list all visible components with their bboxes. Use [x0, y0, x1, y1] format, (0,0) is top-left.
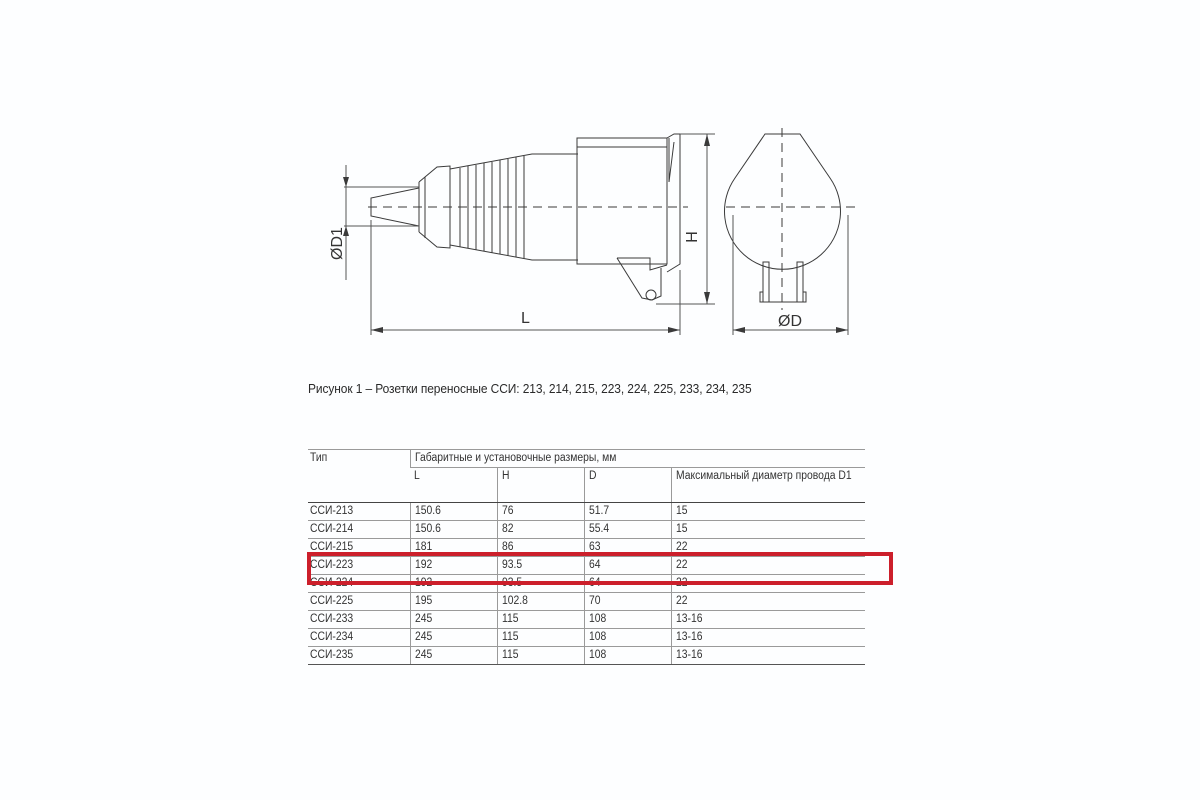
cell-type: ССИ-214	[308, 521, 410, 539]
header-group: Габаритные и установочные размеры, мм	[410, 450, 865, 468]
cell-d1: 22	[671, 575, 865, 593]
header-type: Тип	[308, 450, 410, 503]
table-row	[308, 611, 865, 629]
cell-d1: 22	[671, 593, 865, 611]
cell-type: ССИ-233	[308, 611, 410, 629]
cell-type: ССИ-223	[308, 557, 410, 575]
length-label: L	[521, 310, 530, 327]
cell-h: 115	[497, 647, 584, 665]
cell-d: 70	[584, 593, 671, 611]
dimensions-table	[308, 449, 865, 665]
header-d: D	[584, 468, 671, 503]
cell-l: 245	[410, 629, 497, 647]
cell-d: 51.7	[584, 503, 671, 521]
cell-h: 102.8	[497, 593, 584, 611]
cell-type: ССИ-225	[308, 593, 410, 611]
h-dimension	[656, 134, 715, 304]
cell-d: 63	[584, 539, 671, 557]
header-l: L	[410, 468, 497, 503]
cell-type: ССИ-224	[308, 575, 410, 593]
cell-d: 108	[584, 647, 671, 665]
table-header-row	[308, 450, 865, 468]
cell-type: ССИ-235	[308, 647, 410, 665]
table-row	[308, 647, 865, 665]
cell-l: 150.6	[410, 503, 497, 521]
header-d1: Максимальный диаметр провода D1	[671, 468, 865, 503]
figure-caption: Рисунок 1 – Розетки переносные ССИ: 213, 214, 215, 223, 224, 225, 233, 234, 235	[308, 381, 752, 396]
cell-type: ССИ-215	[308, 539, 410, 557]
cell-d: 108	[584, 629, 671, 647]
cell-h: 86	[497, 539, 584, 557]
cell-d1: 13-16	[671, 611, 865, 629]
cell-d1: 15	[671, 503, 865, 521]
cell-d1: 22	[671, 539, 865, 557]
d1-dimension	[344, 165, 419, 280]
cell-l: 150.6	[410, 521, 497, 539]
cell-h: 76	[497, 503, 584, 521]
cell-l: 181	[410, 539, 497, 557]
table-row	[308, 629, 865, 647]
cell-h: 93.5	[497, 557, 584, 575]
cell-d: 55.4	[584, 521, 671, 539]
cell-h: 115	[497, 629, 584, 647]
cell-h: 82	[497, 521, 584, 539]
cell-d1: 13-16	[671, 629, 865, 647]
cell-h: 115	[497, 611, 584, 629]
cell-h: 93.5	[497, 575, 584, 593]
cell-d1: 15	[671, 521, 865, 539]
cell-l: 245	[410, 647, 497, 665]
side-view-outline	[371, 134, 680, 300]
cell-l: 245	[410, 611, 497, 629]
cell-d: 108	[584, 611, 671, 629]
cell-type: ССИ-234	[308, 629, 410, 647]
d1-label: ØD1	[329, 227, 346, 260]
cell-l: 195	[410, 593, 497, 611]
table-row	[308, 575, 865, 593]
cell-l: 192	[410, 575, 497, 593]
cell-l: 192	[410, 557, 497, 575]
height-label: H	[683, 231, 701, 243]
table-row	[308, 593, 865, 611]
cell-d: 64	[584, 557, 671, 575]
table-row	[308, 539, 865, 557]
cell-d: 64	[584, 575, 671, 593]
cell-type: ССИ-213	[308, 503, 410, 521]
cell-d1: 22	[671, 557, 865, 575]
cell-d1: 13-16	[671, 647, 865, 665]
table-row-highlighted	[308, 557, 865, 575]
table-row	[308, 503, 865, 521]
header-h: H	[497, 468, 584, 503]
table-row	[308, 521, 865, 539]
diameter-label: ØD	[778, 313, 802, 330]
technical-drawing	[320, 120, 880, 350]
